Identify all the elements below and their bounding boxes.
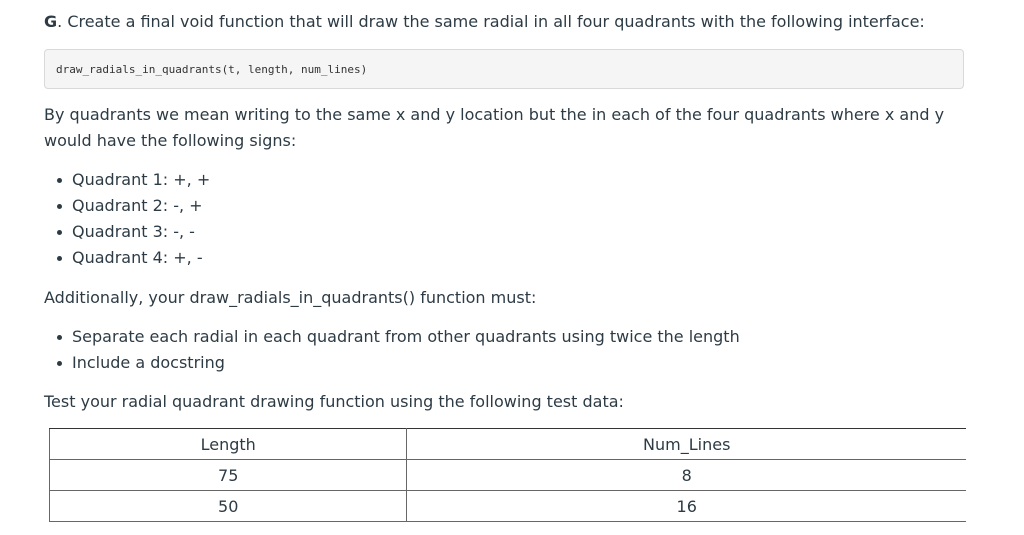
table-row xyxy=(50,460,967,491)
table-header-row xyxy=(50,429,967,460)
cell-num-lines: 16 xyxy=(407,491,966,522)
quadrant-item: Quadrant 3: -, - xyxy=(44,219,210,245)
requirement-item: Separate each radial in each quadrant from other quadrants using twice the length xyxy=(44,324,740,350)
cell-length: 75 xyxy=(50,460,407,491)
table-row xyxy=(50,491,967,522)
requirement-item: Include a docstring xyxy=(44,350,740,376)
quadrant-item: Quadrant 2: -, + xyxy=(44,193,210,219)
quadrant-intro: By quadrants we mean writing to the same x and y location but the in each of the four quadrants where x and y would have the following signs: xyxy=(44,105,945,150)
quadrant-item: Quadrant 1: +, + xyxy=(44,167,210,193)
cell-num-lines: 8 xyxy=(407,460,966,491)
column-header-num-lines: Num_Lines xyxy=(407,429,966,460)
cell-length: 50 xyxy=(50,491,407,522)
code-block xyxy=(44,49,964,89)
section-heading xyxy=(44,11,925,33)
additional-requirements-intro: Additionally, your draw_radials_in_quadrants() function must: xyxy=(44,288,537,307)
column-header-length: Length xyxy=(50,429,407,460)
section-letter: G xyxy=(44,12,58,31)
section-heading-text: . Create a final void function that will draw the same radial in all four quadrants with the following interface: xyxy=(57,12,925,31)
requirements-list xyxy=(44,324,740,376)
function-signature: draw_radials_in_quadrants(t, length, num_lines) xyxy=(56,63,368,76)
test-data-intro: Test your radial quadrant drawing function using the following test data: xyxy=(44,392,624,411)
quadrant-list xyxy=(44,167,210,271)
quadrant-item: Quadrant 4: +, - xyxy=(44,245,210,271)
test-data-table xyxy=(49,428,966,522)
